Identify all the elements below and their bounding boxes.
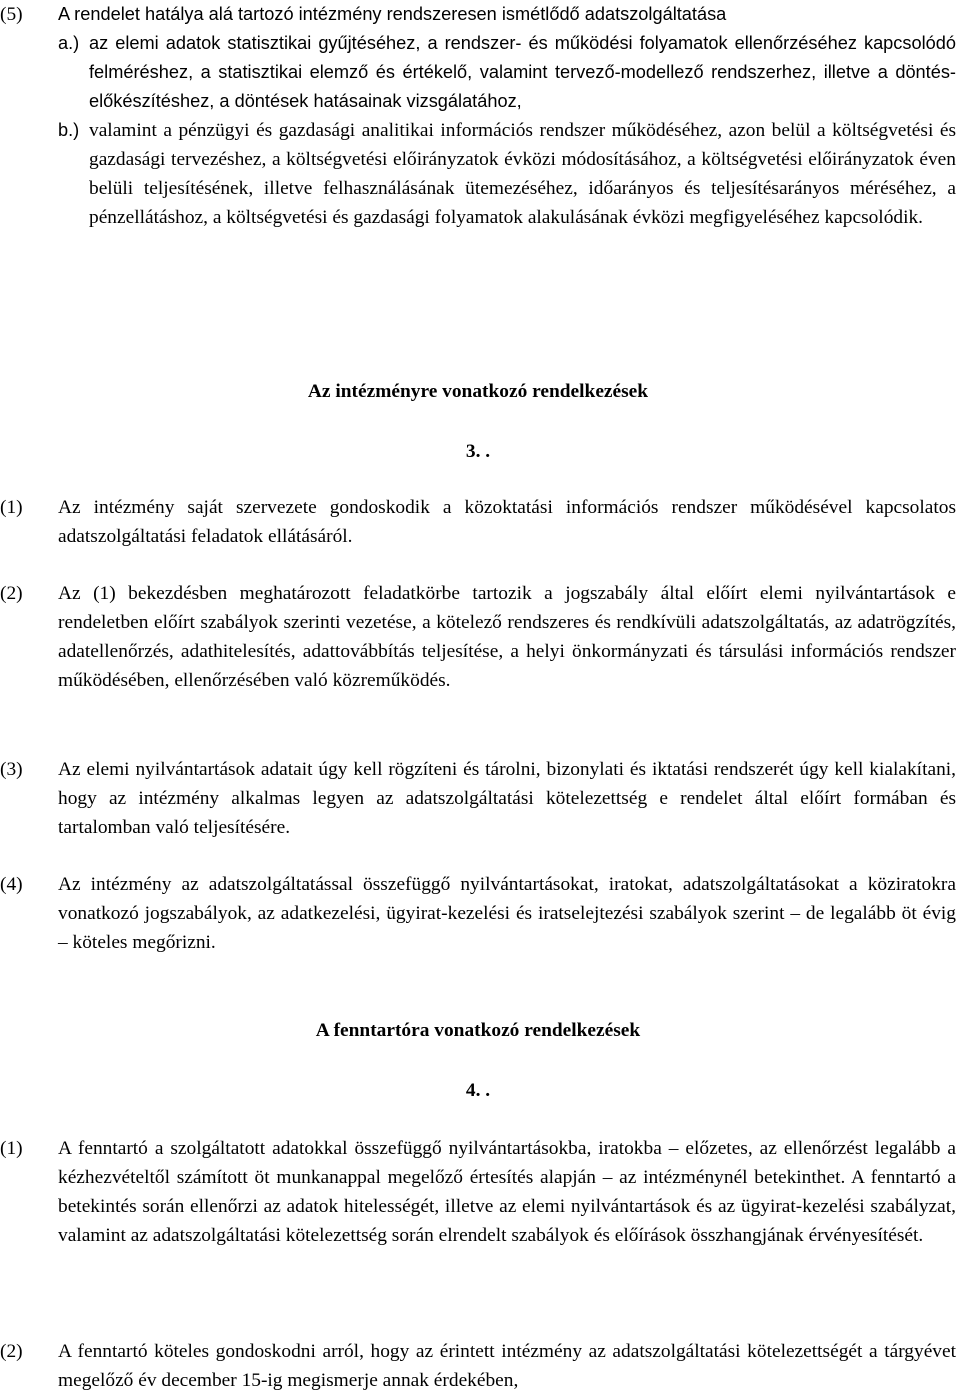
paragraph-number: (2) — [0, 1341, 23, 1362]
paragraph-number: (2) — [0, 583, 23, 604]
paragraph-text: Az elemi nyilvántartások adatait úgy kell rögzíteni és tárolni, bizonylati és iktatási rendszerét úgy kell kialakítani, hogy az intézmény alkalmas legyen az adatszolgáltatási kötelezettség e rendelet által előírt formában és tartalomban való teljesítésére. — [58, 759, 956, 838]
section-number: 3. . — [465, 441, 491, 462]
paragraph-3-2 — [0, 579, 956, 695]
paragraph-3-3 — [0, 755, 956, 842]
section-number: 4. . — [465, 1080, 491, 1101]
paragraph-number: (5) — [0, 4, 23, 25]
paragraph-number: (1) — [0, 1138, 23, 1159]
list-item-a — [58, 29, 956, 116]
paragraph-4-2 — [0, 1337, 956, 1395]
list-item-label: b.) — [58, 120, 80, 140]
list-item-label: a.) — [58, 33, 80, 53]
paragraph-text: A fenntartó a szolgáltatott adatokkal összefüggő nyilvántartásokba, iratokba – előzetes, az ellenőrzést legalább a kézhezvételtől számított öt munkanappal megelőző értesítés alapján – az intézménynél betekinthet. A fenntartó a betekintés során ellenőrzi az adatok hitelességét, illetve az elemi nyilvántartások és az ügyirat-kezelési szabályzat, valamint az adatszolgáltatási kötelezettség során elrendelt szabályok és előírások összhangjának érvényesítését. — [58, 1138, 956, 1246]
paragraph-2-5 — [0, 0, 956, 232]
paragraph-4-1 — [0, 1134, 956, 1250]
section-heading: Az intézményre vonatkozó rendelkezések — [307, 381, 649, 402]
paragraph-text: Az intézmény saját szervezete gondoskodik a közoktatási információs rendszer működésével kapcsolatos adatszolgáltatási feladatok ellátásáról. — [58, 497, 956, 547]
paragraph-number: (3) — [0, 759, 23, 780]
section-heading: A fenntartóra vonatkozó rendelkezések — [315, 1020, 641, 1041]
list-item-text: az elemi adatok statisztikai gyűjtéséhez, a rendszer- és működési folyamatok ellenőrzéséhez kapcsolódó felméréshez, a statisztikai elemző és értékelő, valamint tervező-modellező rendszerhez, illetve a döntés-előkészítéshez, a döntések hatásainak vizsgálatához, — [89, 33, 956, 111]
paragraph-text: Az intézmény az adatszolgáltatással összefüggő nyilvántartásokat, iratokat, adatszolgáltatásokat a köziratokra vonatkozó jogszabályok, az adatkezelési, ügyirat-kezelési és iratselejtezési szabályok szerint – de legalább öt évig – köteles megőrizni. — [58, 874, 956, 953]
list-item-text: valamint a pénzügyi és gazdasági analitikai információs rendszer működéséhez, azon belül a költségvetési és gazdasági tervezéshez, a költségvetési előirányzatok évközi módosításához, a költségvetési előirányzatok éven belüli teljesítésének, illetve felhasználásának ütemezéséhez, időarányos és teljesítésarányos méréséhez, a pénzellátáshoz, a költségvetési és gazdasági folyamatok alakulásának évközi megfigyeléséhez kapcsolódik. — [89, 120, 956, 228]
paragraph-text: Az (1) bekezdésben meghatározott feladatkörbe tartozik a jogszabály által előírt elemi nyilvántartások e rendeletben előírt szabályok szerinti vezetése, a kötelező rendszeres és rendkívüli adatszolgáltatás, az adatrögzítés, adatellenőrzés, adathitelesítés, adattovábbítás teljesítése, a helyi önkormányzati és társulási információs rendszer működésében, ellenőrzésében való közreműködés. — [58, 583, 956, 691]
paragraph-3-4 — [0, 870, 956, 957]
paragraph-number: (4) — [0, 874, 23, 895]
paragraph-text: A fenntartó köteles gondoskodni arról, hogy az érintett intézmény az adatszolgáltatási kötelezettségét a tárgyévet megelőző év december 15-ig megismerje annak érdekében, — [58, 1341, 956, 1391]
list-item-b — [58, 116, 956, 232]
paragraph-intro: A rendelet hatálya alá tartozó intézmény rendszeresen ismétlődő adatszolgáltatása — [58, 4, 727, 24]
paragraph-3-1 — [0, 493, 956, 551]
paragraph-number: (1) — [0, 497, 23, 518]
